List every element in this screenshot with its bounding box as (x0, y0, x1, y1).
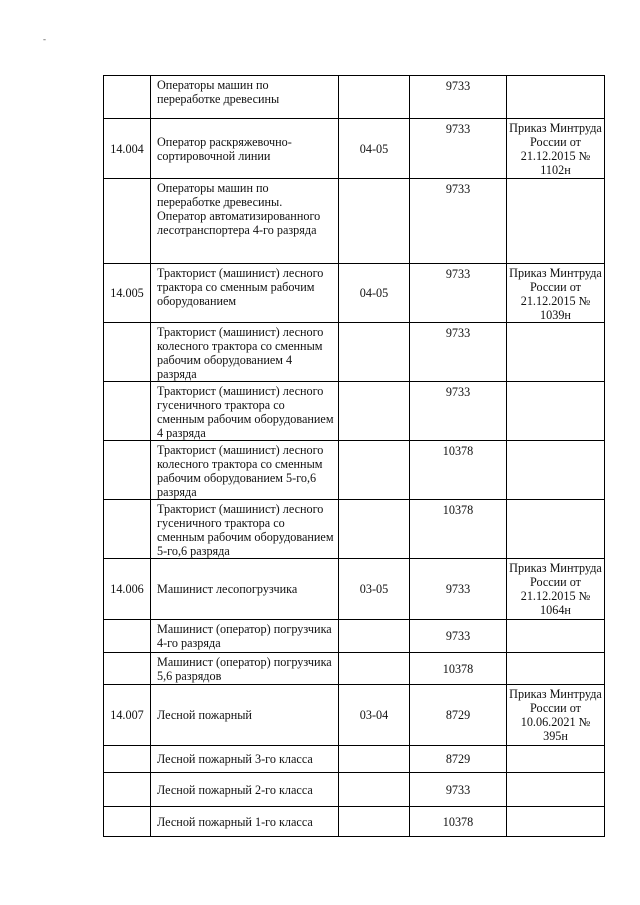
amount-cell: 9733 (410, 620, 507, 653)
grade-cell (339, 76, 410, 119)
table-row (104, 119, 605, 179)
name-cell: Операторы машин по переработке древесины (151, 76, 339, 119)
code-cell: 14.005 (104, 264, 151, 323)
amount-cell: 10378 (410, 653, 507, 685)
table-row (104, 653, 605, 685)
doc-cell (507, 500, 605, 559)
name-cell: Тракторист (машинист) лесного колесного трактора со сменным рабочим оборудованием 5-го,6 разряда (151, 441, 339, 500)
amount-cell: 10378 (410, 500, 507, 559)
doc-cell (507, 323, 605, 382)
grade-cell (339, 179, 410, 264)
doc-cell (507, 746, 605, 773)
table-row (104, 500, 605, 559)
table-row (104, 559, 605, 620)
table-row (104, 382, 605, 441)
name-cell: Лесной пожарный (151, 685, 339, 746)
name-cell: Операторы машин по переработке древесины. Оператор автоматизированного лесотранспортера 4-го разряда (151, 179, 339, 264)
name-cell: Лесной пожарный 3-го класса (151, 746, 339, 773)
code-cell (104, 773, 151, 807)
doc-cell (507, 653, 605, 685)
table-row (104, 685, 605, 746)
amount-cell: 9733 (410, 323, 507, 382)
grade-cell: 03-04 (339, 685, 410, 746)
table-row (104, 807, 605, 837)
doc-cell (507, 441, 605, 500)
code-cell (104, 382, 151, 441)
table-row (104, 179, 605, 264)
doc-cell: Приказ Минтруда России от 21.12.2015 № 1102н (507, 119, 605, 179)
amount-cell: 9733 (410, 76, 507, 119)
grade-cell (339, 653, 410, 685)
name-cell: Машинист лесопогрузчика (151, 559, 339, 620)
table-row (104, 323, 605, 382)
grade-cell: 03-05 (339, 559, 410, 620)
table-row (104, 76, 605, 119)
amount-cell: 9733 (410, 119, 507, 179)
code-cell (104, 323, 151, 382)
code-cell (104, 807, 151, 837)
amount-cell: 10378 (410, 441, 507, 500)
table-row (104, 620, 605, 653)
grade-cell (339, 807, 410, 837)
amount-cell: 9733 (410, 382, 507, 441)
name-cell: Тракторист (машинист) лесного гусеничного трактора со сменным рабочим оборудованием 5-го,6 разряда (151, 500, 339, 559)
grade-cell (339, 773, 410, 807)
code-cell: 14.007 (104, 685, 151, 746)
grade-cell (339, 620, 410, 653)
amount-cell: 9733 (410, 559, 507, 620)
grade-cell: 04-05 (339, 264, 410, 323)
doc-cell (507, 807, 605, 837)
name-cell: Оператор раскряжевочно-сортировочной линии (151, 119, 339, 179)
amount-cell: 8729 (410, 685, 507, 746)
doc-cell (507, 382, 605, 441)
amount-cell: 10378 (410, 807, 507, 837)
table-row (104, 264, 605, 323)
grade-cell: 04-05 (339, 119, 410, 179)
corner-mark: - (43, 34, 46, 44)
amount-cell: 9733 (410, 264, 507, 323)
doc-cell (507, 620, 605, 653)
doc-cell (507, 773, 605, 807)
doc-cell: Приказ Минтруда России от 10.06.2021 № 395н (507, 685, 605, 746)
table-row (104, 746, 605, 773)
doc-cell (507, 76, 605, 119)
doc-cell: Приказ Минтруда России от 21.12.2015 № 1064н (507, 559, 605, 620)
amount-cell: 9733 (410, 773, 507, 807)
grade-cell (339, 441, 410, 500)
profession-table (103, 75, 605, 837)
code-cell (104, 746, 151, 773)
grade-cell (339, 746, 410, 773)
grade-cell (339, 382, 410, 441)
doc-cell: Приказ Минтруда России от 21.12.2015 № 1039н (507, 264, 605, 323)
amount-cell: 9733 (410, 179, 507, 264)
code-cell (104, 179, 151, 264)
amount-cell: 8729 (410, 746, 507, 773)
code-cell (104, 620, 151, 653)
name-cell: Тракторист (машинист) лесного трактора со сменным рабочим оборудованием (151, 264, 339, 323)
name-cell: Машинист (оператор) погрузчика 5,6 разрядов (151, 653, 339, 685)
name-cell: Лесной пожарный 1-го класса (151, 807, 339, 837)
name-cell: Машинист (оператор) погрузчика 4-го разряда (151, 620, 339, 653)
table-row (104, 773, 605, 807)
code-cell (104, 441, 151, 500)
name-cell: Тракторист (машинист) лесного гусеничного трактора со сменным рабочим оборудованием 4 разряда (151, 382, 339, 441)
code-cell (104, 653, 151, 685)
name-cell: Тракторист (машинист) лесного колесного трактора со сменным рабочим оборудованием 4 разряда (151, 323, 339, 382)
code-cell (104, 76, 151, 119)
table-row (104, 441, 605, 500)
code-cell: 14.006 (104, 559, 151, 620)
name-cell: Лесной пожарный 2-го класса (151, 773, 339, 807)
code-cell (104, 500, 151, 559)
code-cell: 14.004 (104, 119, 151, 179)
grade-cell (339, 500, 410, 559)
grade-cell (339, 323, 410, 382)
doc-cell (507, 179, 605, 264)
